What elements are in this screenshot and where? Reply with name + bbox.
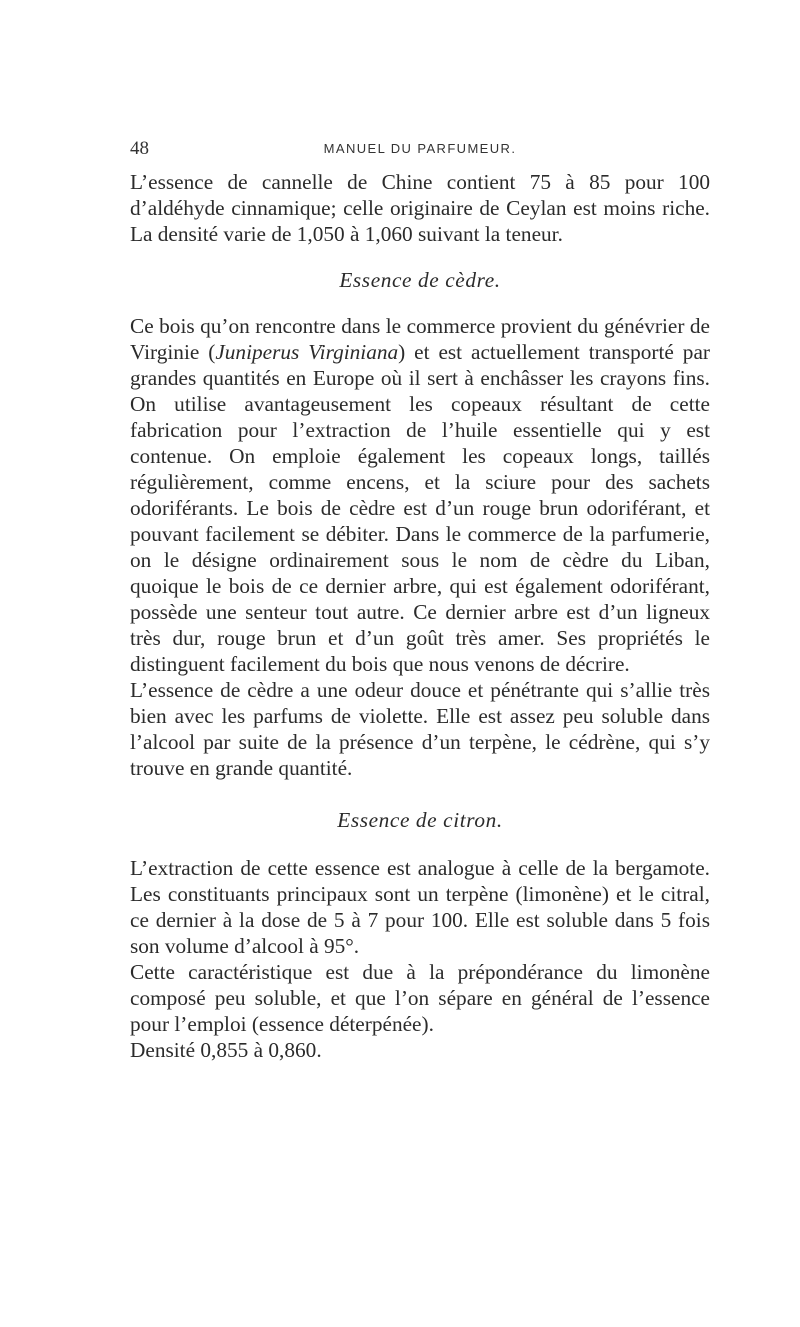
paragraph-cannelle: L’essence de cannelle de Chine contient 75 à 85 pour 100 d’aldéhyde cinnamique; celle originaire de Ceylan est moins riche. La densité varie de 1,050 à 1,060 suivant la teneur. bbox=[130, 170, 710, 246]
paragraph-citron-2: Cette caractéristique est due à la prépondérance du limonène composé peu soluble, et que l’on sépare en général de l’essence pour l’emploi (essence déterpénée). bbox=[130, 960, 710, 1036]
body-text bbox=[130, 169, 710, 1063]
page-header bbox=[130, 138, 710, 162]
section-title-citron: Essence de citron. bbox=[337, 808, 503, 832]
section-title-cedre: Essence de cèdre. bbox=[339, 268, 501, 292]
paragraph-cedre-1-start: Ce bois qu’on rencontre dans le commerce provient du génévrier de Virginie ( bbox=[130, 314, 710, 364]
paragraph-citron-1: L’extraction de cette essence est analogue à celle de la bergamote. Les constituants principaux sont un terpène (limonène) et le citral, ce dernier à la dose de 5 à 7 pour 100. Elle est soluble dans 5 fois son volume d’alcool à 95°. bbox=[130, 856, 710, 958]
page-number: 48 bbox=[130, 138, 149, 159]
paragraph-citron-3: Densité 0,855 à 0,860. bbox=[130, 1038, 322, 1062]
paragraph-cedre-1-latin-name: Juniperus Virginiana bbox=[215, 340, 399, 364]
running-head: MANUEL DU PARFUMEUR. bbox=[323, 141, 517, 156]
paragraph-cedre-1-end: ) et est actuellement transporté par grandes quantités en Europe où il sert à enchâsser les crayons fins. On utilise avantageusement les copeaux résultant de cette fabrication pour l’extraction de l’huile essentielle qui y est contenue. On emploie également les copeaux longs, taillés régulièrement, comme encens, et la sciure pour des sachets odoriférants. Le bois de cèdre est d’un rouge brun odoriférant, et pouvant facilement se débiter. Dans le commerce de la parfumerie, on le désigne ordinairement sous le nom de cèdre du Liban, quoique le bois de ce dernier arbre, qui est également odoriférant, possède une senteur tout autre. Ce dernier arbre est d’un ligneux très dur, rouge brun et d’un goût très amer. Ses propriétés le distinguent facilement du bois que nous venons de décrire. bbox=[130, 340, 710, 676]
paragraph-cedre-2: L’essence de cèdre a une odeur douce et pénétrante qui s’allie très bien avec les parfums de violette. Elle est assez peu soluble dans l’alcool par suite de la présence d’un terpène, le cédrène, qui s’y trouve en grande quantité. bbox=[130, 678, 710, 780]
paragraph-cedre-1 bbox=[130, 313, 710, 677]
